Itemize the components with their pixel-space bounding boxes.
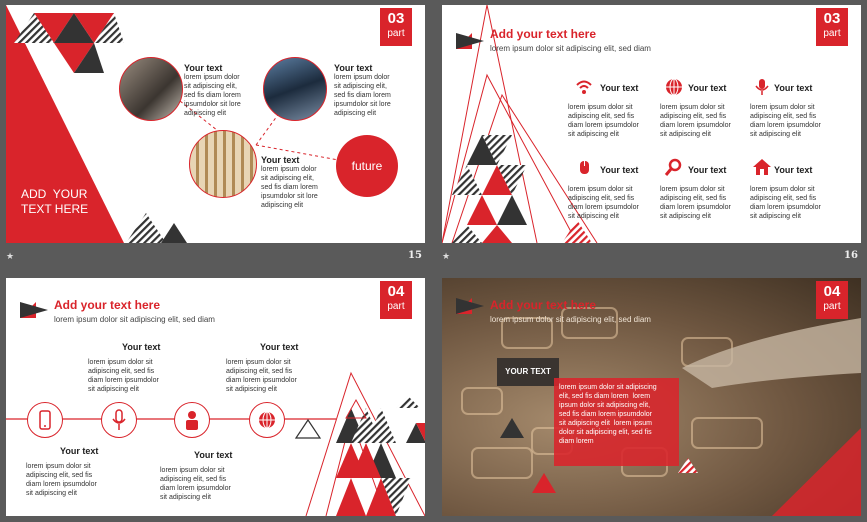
block-title: Your text	[334, 63, 373, 73]
wifi-icon	[574, 77, 594, 97]
block-title: Your text	[184, 63, 223, 73]
part-badge	[380, 281, 412, 319]
label-box: YOUR TEXT	[497, 358, 559, 386]
block-body: lorem ipsum dolor sit adipiscing elit, sed fis diam lorem ipsumdolor sit adipiscing elit	[88, 359, 159, 393]
photo-circle	[119, 57, 183, 121]
block-body: lorem ipsum dolor sit adipiscing elit, sed fis diam lorem ipsumdolor sit lore adipiscing elit	[334, 74, 391, 117]
badge-number: 04	[823, 283, 841, 300]
microphone-icon	[101, 402, 137, 438]
block-body: lorem ipsum dolor sit adipiscing elit, sed fis diam lorem ipsumdolor sit lore adipiscing elit	[184, 74, 241, 117]
feature-body: lorem ipsum dolor sit adipiscing elit, sed fis diam lorem ipsumdolor sit adipiscing elit	[750, 104, 821, 138]
person-icon	[174, 402, 210, 438]
panel-body: lorem ipsum dolor sit adipiscing elit, sed fis diam lorem lorem ipsum dolor sit adipiscing elit, sed fis diam lorem ipsumdolor sit adipiscing elit lorem ipsum dolor sit adipiscing elit, sed fis diam lorem	[559, 384, 657, 445]
slide-subtitle: lorem ipsum dolor sit adipiscing elit, sed diam	[54, 315, 215, 324]
part-badge	[380, 8, 412, 46]
text-block	[261, 155, 318, 210]
slide-transition-icon[interactable]: ★	[6, 251, 15, 261]
globe-icon	[664, 77, 684, 97]
badge-number: 04	[387, 283, 405, 300]
feature-title: Your text	[600, 83, 639, 93]
block-title: Your text	[261, 155, 300, 165]
block-title: Your text	[260, 342, 299, 352]
slide-thumbnail-18[interactable]	[442, 278, 861, 516]
block-body: lorem ipsum dolor sit adipiscing elit, sed fis diam lorem ipsumdolor sit adipiscing elit	[160, 467, 231, 501]
slide-number: 16	[844, 250, 858, 261]
search-icon	[664, 157, 684, 177]
microphone-icon	[752, 77, 772, 97]
slide-thumbnail-15[interactable]	[6, 5, 425, 243]
block-title: Your text	[122, 342, 161, 352]
feature-title: Your text	[600, 165, 639, 175]
feature-body: lorem ipsum dolor sit adipiscing elit, sed fis diam lorem ipsumdolor sit adipiscing elit	[568, 104, 639, 138]
text-block	[26, 446, 98, 498]
feature-title: Your text	[688, 165, 727, 175]
block-body: lorem ipsum dolor sit adipiscing elit, sed fis diam lorem ipsumdolor sit adipiscing elit	[26, 463, 97, 497]
slide-title: Add your text here	[54, 298, 161, 312]
feature-title: Your text	[774, 83, 813, 93]
text-block	[184, 63, 241, 118]
phone-icon	[27, 402, 63, 438]
text-block	[160, 450, 232, 502]
slide-thumbnail-16[interactable]	[442, 5, 861, 243]
block-body: lorem ipsum dolor sit adipiscing elit, sed fis diam lorem ipsumdolor sit lore adipiscing elit	[261, 166, 318, 209]
feature-body: lorem ipsum dolor sit adipiscing elit, sed fis diam lorem ipsumdolor sit adipiscing elit	[568, 186, 639, 220]
badge-label: part	[823, 301, 841, 312]
block-body: lorem ipsum dolor sit adipiscing elit, sed fis diam lorem ipsumdolor sit adipiscing elit	[226, 359, 297, 393]
feature-title: Your text	[688, 83, 727, 93]
future-circle: future	[336, 135, 398, 197]
slide-title: Add your text here	[490, 298, 597, 312]
globe-icon	[249, 402, 285, 438]
text-block	[88, 342, 160, 394]
block-title: Your text	[194, 450, 233, 460]
part-badge	[816, 8, 848, 46]
slide-subtitle: lorem ipsum dolor sit adipiscing elit, sed diam	[490, 315, 651, 324]
slide-thumbnail-17[interactable]	[6, 278, 425, 516]
feature-title: Your text	[774, 165, 813, 175]
badge-number: 03	[387, 10, 405, 27]
cta-text: ADD YOUR TEXT HERE	[21, 187, 89, 216]
text-block	[334, 63, 391, 118]
badge-label: part	[823, 28, 841, 39]
slide-subtitle: lorem ipsum dolor sit adipiscing elit, sed diam	[490, 44, 651, 53]
feature-body: lorem ipsum dolor sit adipiscing elit, sed fis diam lorem ipsumdolor sit adipiscing elit	[750, 186, 821, 220]
slide-transition-icon[interactable]: ★	[442, 251, 451, 261]
photo-circle	[189, 130, 257, 198]
slide-title: Add your text here	[490, 27, 597, 41]
block-title: Your text	[60, 446, 99, 456]
slide-number: 15	[408, 250, 422, 261]
photo-circle	[263, 57, 327, 121]
home-icon	[752, 157, 772, 177]
badge-label: part	[387, 28, 405, 39]
text-block	[226, 342, 298, 394]
badge-label: part	[387, 301, 405, 312]
mouse-icon	[574, 157, 594, 177]
part-badge	[816, 281, 848, 319]
feature-body: lorem ipsum dolor sit adipiscing elit, sed fis diam lorem ipsumdolor sit adipiscing elit	[660, 104, 731, 138]
badge-number: 03	[823, 10, 841, 27]
feature-body: lorem ipsum dolor sit adipiscing elit, sed fis diam lorem ipsumdolor sit adipiscing elit	[660, 186, 731, 220]
